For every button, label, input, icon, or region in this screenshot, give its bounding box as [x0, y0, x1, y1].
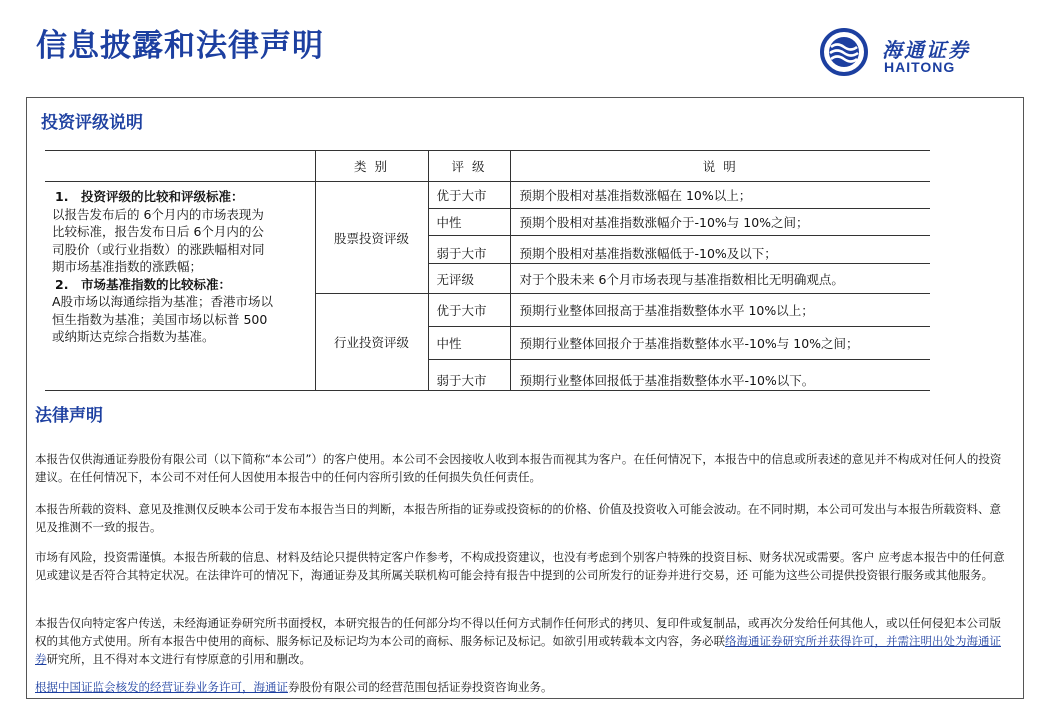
haitong-logo	[818, 28, 1008, 78]
rating-criteria	[52, 188, 314, 346]
contact-research-link[interactable]: 络海通证券研究所并获得许可，并需注明出处为海通证券	[35, 634, 1001, 666]
industry-description: 预期行业整体回报高于基准指数整体水平 10%以上；	[510, 294, 930, 327]
stock-category-cell: 股票投资评级	[315, 182, 428, 294]
criteria-item-2-line: 恒生指数为基准；美国市场以标普 500	[52, 311, 268, 327]
stock-rating: 弱于大市	[428, 236, 510, 264]
criteria-item-1-line: 期市场基准指数的涨跌幅；	[52, 259, 203, 274]
criteria-item-2-line: A股市场以海通综指为基准；香港市场以	[52, 294, 274, 309]
legal-paragraph-1: 本报告仅供海通证券股份有限公司（以下简称“本公司”）的客户使用。本公司不会因接收人收到本报告而视其为客户。在任何情况下，本报告中的信息或所表述的意见并不构成对任何人的投资建议。在任何情况下，本公司不对任何人因使用本报告中的任何内容所引致的任何损失负任何责任。	[35, 452, 1002, 484]
criteria-item-1-number: 1.	[55, 189, 69, 204]
header-rating: 评 级	[428, 151, 510, 182]
rating-section-heading: 投资评级说明	[41, 113, 143, 133]
industry-description: 预期行业整体回报低于基准指数整体水平-10%以下。	[510, 360, 930, 391]
criteria-item-2-line: 或纳斯达克综合指数为基准。	[52, 329, 215, 344]
criteria-item-1-title: 1. 投资评级的比较和评级标准：	[55, 189, 244, 204]
header-category: 类 别	[315, 151, 428, 182]
industry-category-cell: 行业投资评级	[315, 294, 428, 391]
stock-rating: 中性	[428, 209, 510, 236]
stock-description: 预期个股相对基准指数涨幅介于-10%与 10%之间；	[510, 209, 930, 236]
legal-paragraph-2: 本报告所载的资料、意见及推测仅反映本公司于发布本报告当日的判断，本报告所指的证券或投资标的的价格、价值及投资收入可能会波动。在不同时期，本公司可发出与本报告所载资料、意见及推测不一致的报告。	[35, 502, 1001, 534]
industry-description: 预期行业整体回报介于基准指数整体水平-10%与 10%之间；	[510, 327, 930, 360]
header-blank-cell	[45, 151, 315, 182]
criteria-item-1-line: 司股价（或行业指数）的涨跌幅相对同	[52, 241, 265, 257]
logo-name-en: HAITONG	[884, 59, 956, 75]
stock-description: 预期个股相对基准指数涨幅低于-10%及以下；	[510, 236, 930, 264]
stock-description: 对于个股未来 6个月市场表现与基准指数相比无明确观点。	[510, 264, 930, 294]
logo-name-cn: 海通证券	[882, 38, 970, 62]
legal-section-heading: 法律声明	[35, 406, 103, 426]
legal-paragraph-5: 根据中国证监会核发的经营证券业务许可，海通证券股份有限公司的经营范围包括证券投资咨询业务。	[35, 680, 553, 694]
criteria-item-2-number: 2.	[55, 276, 69, 292]
industry-rating: 中性	[428, 327, 510, 360]
industry-rating: 优于大市	[428, 294, 510, 327]
criteria-item-1-line: 比较标准，报告发布日后 6个月内的公	[52, 224, 264, 239]
legal-paragraph-3: 市场有风险，投资需谨慎。本报告所载的信息、材料及结论只提供特定客户作参考，不构成投资建议，也没有考虑到个别客户特殊的投资目标、财务状况或需要。客户 应考虑本报告中的任何意见或建议是否符合其特定状况。在法律许可的情况下，海通证券及其所属关联机构可能会持有报告中提到的公司所发行的证券并进行交易，还 可能为这些公司提供投资银行服务或其他服务。	[35, 550, 1005, 582]
license-link[interactable]: 根据中国证监会核发的经营证券业务许可，海通证	[35, 680, 288, 694]
haitong-emblem-icon	[818, 28, 870, 76]
page-title: 信息披露和法律声明	[36, 28, 324, 64]
criteria-item-2-title: 2. 市场基准指数的比较标准：	[55, 276, 232, 292]
industry-rating: 弱于大市	[428, 360, 510, 391]
stock-rating: 优于大市	[428, 182, 510, 209]
legal-paragraph-4: 本报告仅向特定客户传送，未经海通证券研究所书面授权，本研究报告的任何部分均不得以任何方式制作任何形式的拷贝、复印件或复制品，或再次分发给任何其他人，或以任何侵犯本公司版权的其他方式使用。所有本报告中使用的商标、服务标记及标记均为本公司的商标、服务标记及标记。如欲引用或转载本文内容，务必联络海通证券研究所并获得许可，并需注明出处为海通证券研究所，且不得对本文进行有悖原意的引用和删改。	[35, 616, 1001, 666]
criteria-item-1-line: 以报告发布后的 6个月内的市场表现为	[52, 206, 264, 222]
rating-table-header-row	[45, 151, 930, 182]
stock-rating: 无评级	[428, 264, 510, 294]
header-description: 说 明	[510, 151, 930, 182]
stock-description: 预期个股相对基准指数涨幅在 10%以上；	[510, 182, 930, 209]
